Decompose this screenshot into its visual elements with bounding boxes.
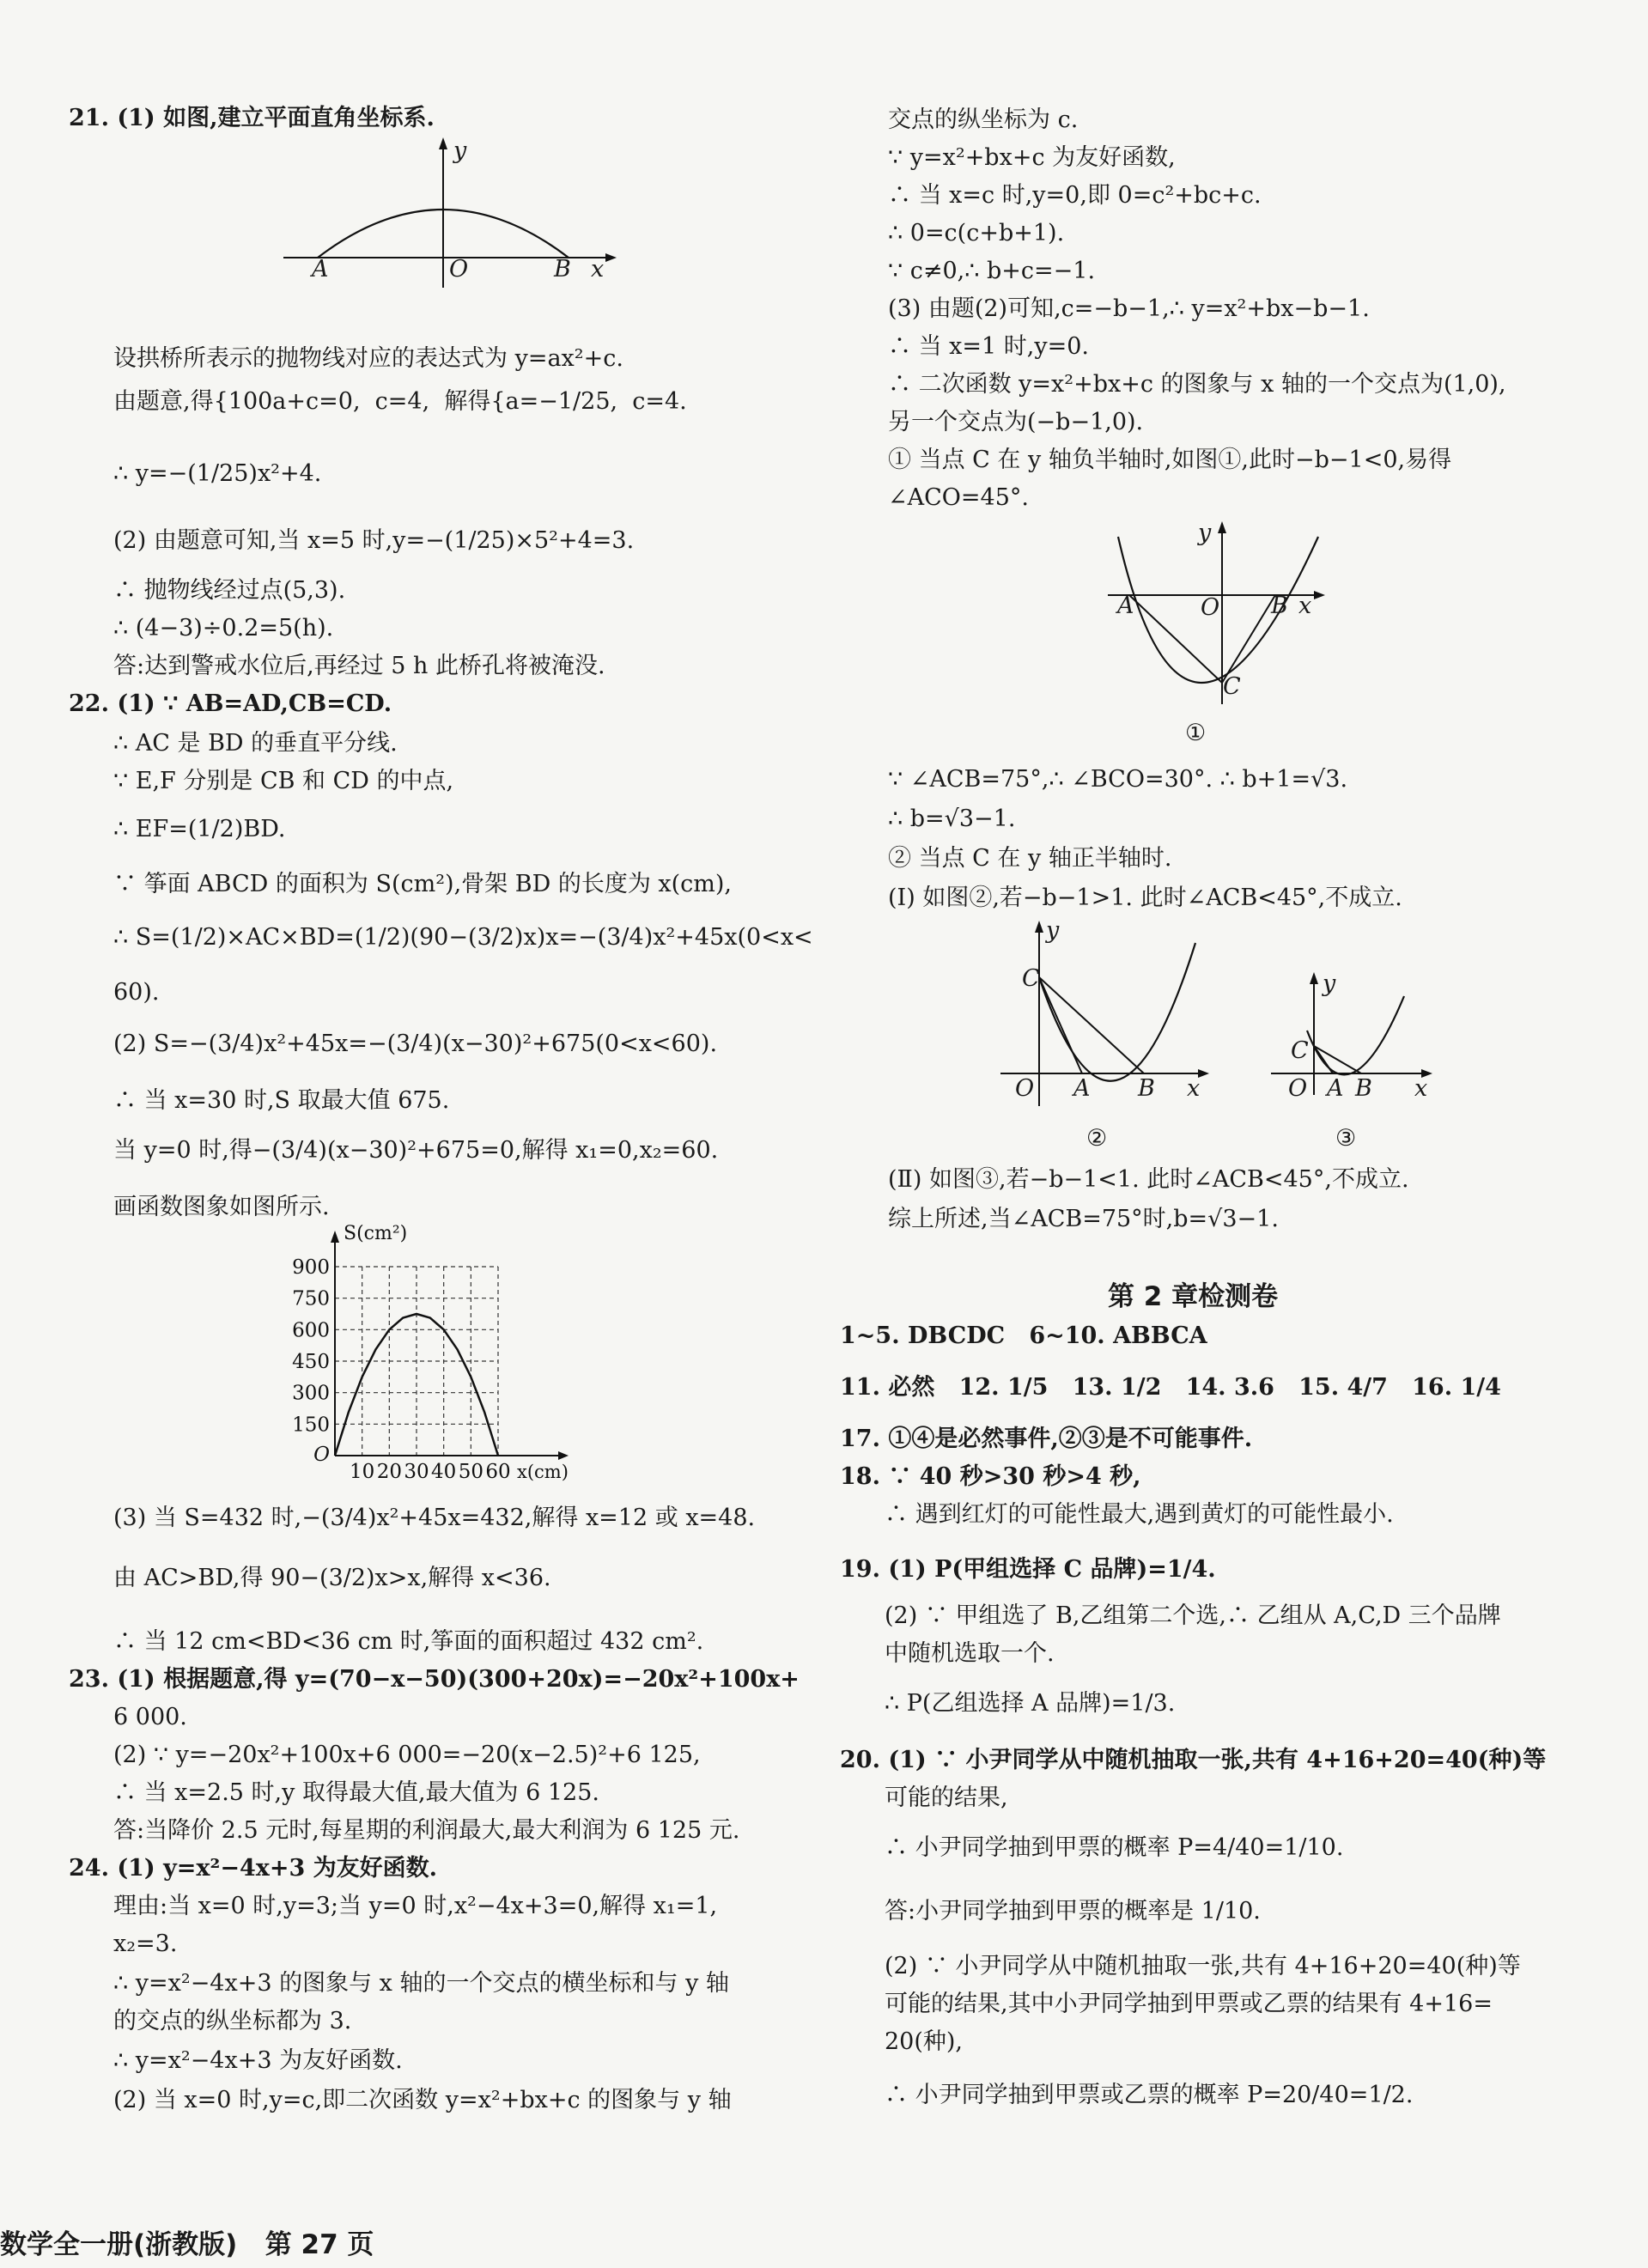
fig2-parabola: [1039, 943, 1195, 1081]
arch-label-y: y: [453, 137, 467, 164]
y-tick-label: 300: [292, 1382, 330, 1405]
q24-cont-line-1: 交点的纵坐标为 c.: [888, 106, 1079, 133]
area-function-chart: [275, 1224, 618, 1494]
answer-19-line-3: 中随机选取一个.: [885, 1640, 1055, 1667]
answer-19-line-1: 19. (1) P(甲组选择 C 品牌)=1/4.: [840, 1556, 1216, 1583]
q24-cont-line-17: 综上所述,当∠ACB=75°时,b=√3−1.: [888, 1206, 1279, 1232]
q22-line-1: 22. (1) ∵ AB=AD,CB=CD.: [69, 690, 392, 717]
q21-line-4: ∴ y=−(1/25)x²+4.: [113, 460, 322, 487]
q24-line-3: x₂=3.: [113, 1931, 178, 1957]
fig1-segment-bc: [1222, 595, 1275, 683]
fig1-label-o: O: [1201, 594, 1220, 621]
q24-cont-line-10: ① 当点 C 在 y 轴负半轴时,如图①,此时−b−1<0,易得: [888, 447, 1452, 473]
y-axis-arrow: [439, 137, 447, 149]
fig2-segment-cb: [1039, 977, 1144, 1073]
q24-cont-line-15: (Ⅰ) 如图②,若−b−1>1. 此时∠ACB<45°,不成立.: [888, 885, 1402, 911]
fig3-label-c: C: [1291, 1037, 1309, 1064]
q24-line-1: 24. (1) y=x²−4x+3 为友好函数.: [69, 1855, 438, 1882]
q23-line-5: 答:当降价 2.5 元时,每星期的利润最大,最大利润为 6 125 元.: [113, 1817, 740, 1844]
q23-line-2: 6 000.: [113, 1704, 187, 1730]
q24-cont-line-8: ∴ 二次函数 y=x²+bx+c 的图象与 x 轴的一个交点为(1,0),: [888, 371, 1506, 398]
q23-line-1: 23. (1) 根据题意,得 y=(70−x−50)(300+20x)=−20x²+100x+: [69, 1666, 800, 1693]
answer-18-line-1: 18. ∵ 40 秒>30 秒>4 秒,: [840, 1463, 1141, 1490]
x-tick-label: 40: [431, 1461, 457, 1483]
fig2-label-c: C: [1022, 965, 1040, 992]
x-axis-label: x(cm): [517, 1462, 569, 1482]
answer-20-line-7: 20(种),: [885, 2028, 964, 2055]
fig3-label-x: x: [1414, 1075, 1428, 1102]
fig3-segment-ca: [1314, 1046, 1333, 1073]
q21-line-1: 21. (1) 如图,建立平面直角坐标系.: [69, 105, 435, 131]
figure-2: [996, 917, 1254, 1115]
fig1-x-arrow: [1314, 591, 1325, 599]
arch-label-b: B: [554, 256, 571, 283]
fig2-label-a: A: [1073, 1075, 1091, 1102]
answer-20-line-2: 可能的结果,: [885, 1785, 1008, 1811]
q24-cont-line-9: 另一个交点为(−b−1,0).: [888, 409, 1144, 435]
q24-cont-line-14: ② 当点 C 在 y 轴正半轴时.: [888, 845, 1172, 872]
fig2-label-o: O: [1015, 1075, 1035, 1102]
answer-19-line-4: ∴ P(乙组选择 A 品牌)=1/3.: [885, 1690, 1176, 1717]
answer-19-line-2: (2) ∵ 甲组选了 B,乙组第二个选,∴ 乙组从 A,C,D 三个品牌: [885, 1602, 1501, 1629]
q22-line-4: ∴ EF=(1/2)BD.: [113, 816, 286, 842]
answer-20-line-5: (2) ∵ 小尹同学从中随机抽取一张,共有 4+16+20=40(种)等: [885, 1953, 1521, 1979]
q22-line-7: 60).: [113, 979, 160, 1006]
x-tick-label: 50: [458, 1461, 483, 1483]
answers-1-10: 1~5. DBCDC 6~10. ABBCA: [840, 1322, 1207, 1349]
q22-line-11: 画函数图象如图所示.: [113, 1194, 330, 1220]
q24-cont-line-5: ∵ c≠0,∴ b+c=−1.: [888, 258, 1096, 284]
answer-18-line-2: ∴ 遇到红灯的可能性最大,遇到黄灯的可能性最小.: [885, 1501, 1394, 1528]
q22-line-2: ∴ AC 是 BD 的垂直平分线.: [113, 730, 398, 757]
q21-line-3: 由题意,得{100a+c=0, c=4, 解得{a=−1/25, c=4.: [113, 388, 687, 415]
page-footer: 数学全一册(浙教版) 第 27 页: [0, 2229, 374, 2260]
fig3-caption: ③: [1335, 1125, 1357, 1152]
q22-line-12: (3) 当 S=432 时,−(3/4)x²+45x=432,解得 x=12 或 x=48.: [113, 1505, 756, 1531]
fig1-label-b: B: [1271, 593, 1288, 619]
arch-label-a: A: [312, 256, 329, 283]
fig3-label-b: B: [1355, 1075, 1372, 1102]
y-tick-label: 750: [292, 1287, 330, 1310]
q22-line-5: ∵ 筝面 ABCD 的面积为 S(cm²),骨架 BD 的长度为 x(cm),: [113, 871, 733, 897]
q24-cont-line-4: ∴ 0=c(c+b+1).: [888, 220, 1065, 246]
q24-cont-line-3: ∴ 当 x=c 时,y=0,即 0=c²+bc+c.: [888, 182, 1262, 209]
answers-11-16: 11. 必然 12. 1/5 13. 1/2 14. 3.6 15. 4/7 16. 1/4: [840, 1374, 1501, 1401]
fig1-label-y: y: [1198, 520, 1212, 546]
q24-cont-line-7: ∴ 当 x=1 时,y=0.: [888, 333, 1089, 360]
q22-line-10: 当 y=0 时,得−(3/4)(x−30)²+675=0,解得 x₁=0,x₂=60.: [113, 1137, 719, 1164]
fig2-label-b: B: [1138, 1075, 1155, 1102]
fig3-label-o: O: [1288, 1075, 1308, 1102]
q22-line-6: ∴ S=(1/2)×AC×BD=(1/2)(90−(3/2)x)x=−(3/4)x²+45x(0<x<: [113, 924, 813, 951]
fig3-label-a: A: [1327, 1075, 1344, 1102]
q21-line-8: 答:达到警戒水位后,再经过 5 h 此桥孔将被淹没.: [113, 653, 605, 679]
q23-line-3: (2) ∵ y=−20x²+100x+6 000=−20(x−2.5)²+6 125,: [113, 1742, 701, 1768]
y-tick-label: 450: [292, 1351, 330, 1373]
q24-cont-line-2: ∵ y=x²+bx+c 为友好函数,: [888, 144, 1176, 171]
q24-cont-line-6: (3) 由题(2)可知,c=−b−1,∴ y=x²+bx−b−1.: [888, 295, 1370, 322]
fig2-segment-ca: [1039, 977, 1082, 1073]
fig3-y-arrow: [1310, 972, 1318, 984]
origin-label: O: [313, 1444, 330, 1466]
q24-cont-line-13: ∴ b=√3−1.: [888, 806, 1016, 832]
q21-line-6: ∴ 抛物线经过点(5,3).: [113, 577, 346, 604]
fig3-label-y: y: [1323, 970, 1336, 997]
q23-line-4: ∴ 当 x=2.5 时,y 取得最大值,最大值为 6 125.: [113, 1779, 599, 1806]
q22-line-13: 由 AC>BD,得 90−(3/2)x>x,解得 x<36.: [113, 1565, 551, 1591]
q24-cont-line-12: ∵ ∠ACB=75°,∴ ∠BCO=30°. ∴ b+1=√3.: [888, 766, 1348, 793]
y-tick-label: 600: [292, 1319, 330, 1342]
fig3-parabola: [1307, 996, 1404, 1074]
answer-20-line-1: 20. (1) ∵ 小尹同学从中随机抽取一张,共有 4+16+20=40(种)等: [840, 1747, 1547, 1773]
q21-line-5: (2) 由题意可知,当 x=5 时,y=−(1/25)×5²+4=3.: [113, 527, 635, 554]
q22-line-14: ∴ 当 12 cm<BD<36 cm 时,筝面的面积超过 432 cm².: [113, 1628, 704, 1655]
q22-line-3: ∵ E,F 分别是 CB 和 CD 的中点,: [113, 768, 454, 794]
chapter-2-heading: 第 2 章检测卷: [1108, 1281, 1279, 1312]
answer-20-line-4: 答:小尹同学抽到甲票的概率是 1/10.: [885, 1898, 1261, 1924]
x-tick-label: 60: [485, 1461, 511, 1483]
fig1-y-arrow: [1218, 521, 1226, 533]
answer-20-line-8: ∴ 小尹同学抽到甲票或乙票的概率 P=20/40=1/2.: [885, 2082, 1414, 2108]
fig1-label-x: x: [1298, 593, 1312, 619]
fig1-caption: ①: [1185, 720, 1207, 746]
y-axis-arrow: [331, 1231, 339, 1243]
answer-20-line-6: 可能的结果,其中小尹同学抽到甲票或乙票的结果有 4+16=: [885, 1991, 1493, 2017]
q21-line-2: 设拱桥所表示的抛物线对应的表达式为 y=ax²+c.: [113, 345, 623, 372]
answer-17: 17. ①④是必然事件,②③是不可能事件.: [840, 1426, 1253, 1452]
q24-line-7: (2) 当 x=0 时,y=c,即二次函数 y=x²+bx+c 的图象与 y 轴: [113, 2087, 732, 2113]
fig2-y-arrow: [1035, 921, 1043, 933]
fig2-caption: ②: [1086, 1125, 1108, 1152]
x-axis-arrow: [605, 253, 617, 262]
q24-line-2: 理由:当 x=0 时,y=3;当 y=0 时,x²−4x+3=0,解得 x₁=1,: [113, 1893, 718, 1919]
q22-line-9: ∴ 当 x=30 时,S 取最大值 675.: [113, 1087, 450, 1114]
arch-label-o: O: [449, 256, 469, 283]
x-tick-label: 30: [404, 1461, 429, 1483]
fig1-label-c: C: [1223, 673, 1241, 700]
q24-line-4: ∴ y=x²−4x+3 的图象与 x 轴的一个交点的横坐标和与 y 轴: [113, 1970, 729, 1997]
arch-label-x: x: [591, 256, 605, 283]
y-tick-label: 150: [292, 1414, 330, 1437]
x-tick-label: 10: [350, 1461, 375, 1483]
fig2-label-x: x: [1187, 1075, 1201, 1102]
y-tick-label: 900: [292, 1256, 330, 1279]
q24-line-6: ∴ y=x²−4x+3 为友好函数.: [113, 2047, 403, 2074]
answer-20-line-3: ∴ 小尹同学抽到甲票的概率 P=4/40=1/10.: [885, 1834, 1344, 1861]
q24-cont-line-11: ∠ACO=45°.: [888, 484, 1029, 511]
q21-line-7: ∴ (4−3)÷0.2=5(h).: [113, 615, 334, 641]
fig1-label-a: A: [1117, 593, 1134, 619]
fig2-label-y: y: [1046, 917, 1060, 944]
x-tick-label: 20: [376, 1461, 402, 1483]
x-axis-arrow: [558, 1451, 569, 1460]
y-axis-label: S(cm²): [344, 1224, 408, 1244]
q22-line-8: (2) S=−(3/4)x²+45x=−(3/4)(x−30)²+675(0<x<60).: [113, 1031, 718, 1057]
q24-line-5: 的交点的纵坐标都为 3.: [113, 2008, 352, 2034]
q24-cont-line-16: (Ⅱ) 如图③,若−b−1<1. 此时∠ACB<45°,不成立.: [888, 1166, 1409, 1193]
